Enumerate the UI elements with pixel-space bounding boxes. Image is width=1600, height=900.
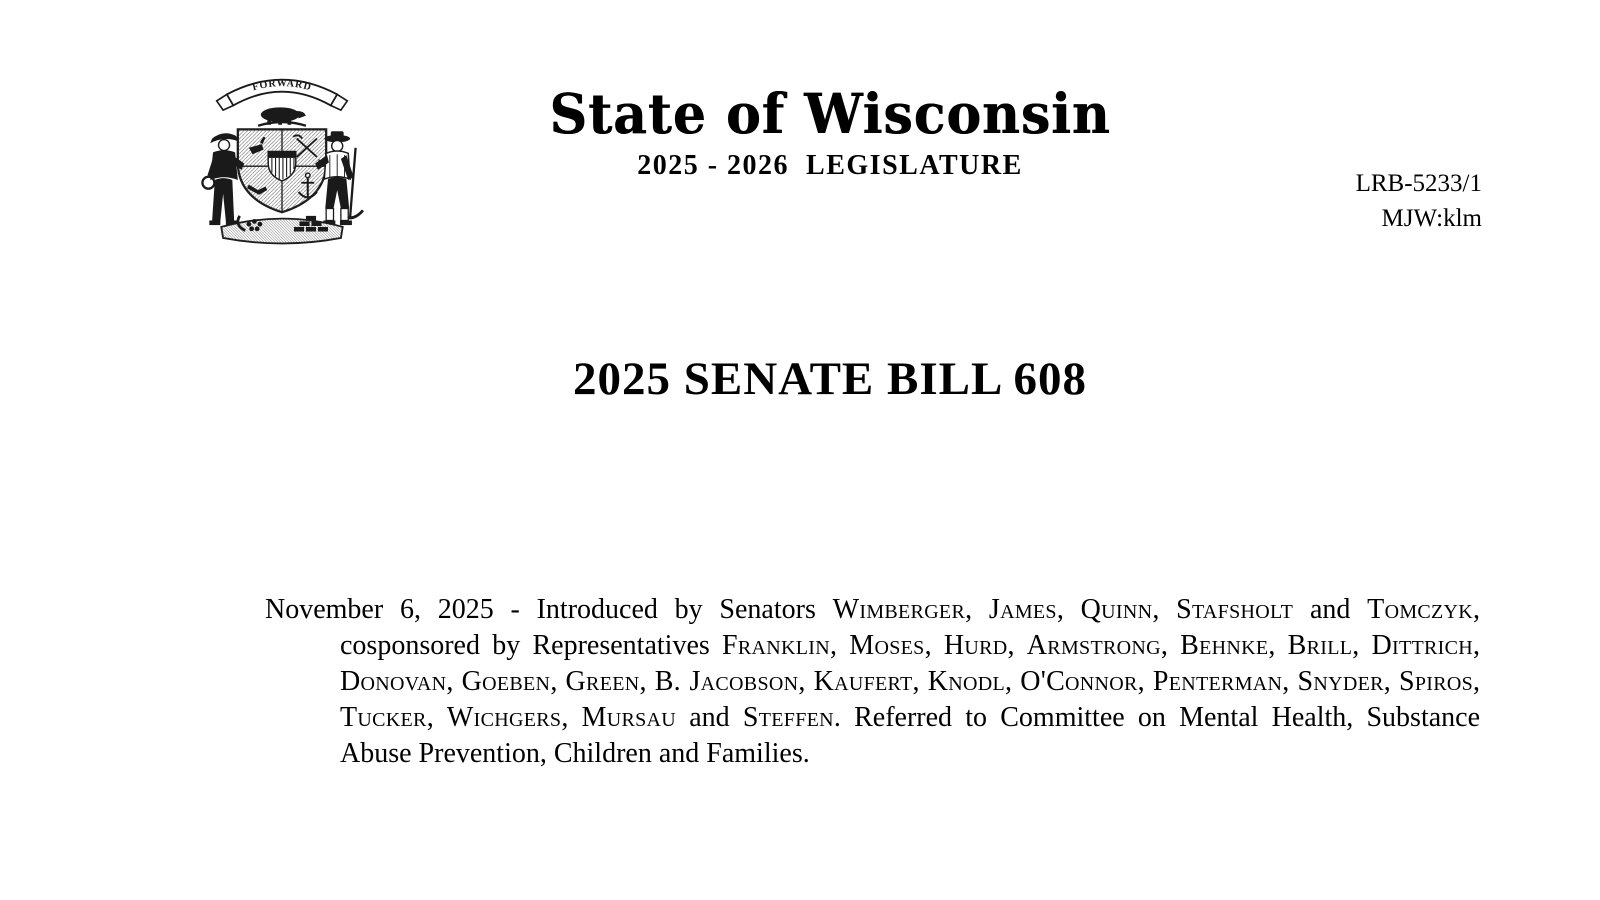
intro-text-segment: and	[1293, 594, 1368, 625]
intro-text-segment: ,	[965, 594, 989, 625]
intro-text-segment: ,	[639, 666, 655, 697]
crest-base	[221, 216, 342, 244]
state-title: State of Wisconsin	[549, 82, 1111, 147]
legislator-name: Wichgers	[446, 702, 562, 733]
intro-text-segment: ,	[1007, 630, 1027, 661]
lrb-number: LRB-5233/1	[1355, 170, 1482, 197]
legislator-name: Snyder	[1297, 666, 1384, 697]
legislator-name: James	[988, 594, 1057, 625]
intro-text-segment: ,	[1160, 630, 1181, 661]
intro-text-segment: ,	[1473, 666, 1481, 697]
intro-text-segment: ,	[830, 630, 850, 661]
introduction-paragraph	[265, 592, 1480, 772]
intro-text-segment: ,	[924, 630, 944, 661]
legislator-name: Brill	[1287, 630, 1353, 661]
intro-text-segment: ,	[1056, 594, 1081, 625]
intro-text-segment: , cosponsored by Representatives	[340, 594, 1481, 661]
lrb-reference-block	[1356, 166, 1482, 236]
intro-text-segment: and	[676, 702, 743, 733]
legislator-name: Steffen	[742, 702, 834, 733]
bill-title: 2025 SENATE BILL 608	[572, 353, 1088, 405]
legislator-name: Knodl	[927, 666, 1005, 697]
intro-text-segment: ,	[1383, 666, 1399, 697]
legislator-name: Quinn	[1080, 594, 1153, 625]
legislator-name: Hurd	[943, 630, 1008, 661]
legislator-name: Stafsholt	[1176, 594, 1294, 625]
legislator-name: Donovan	[340, 666, 447, 697]
document-header	[230, 82, 1430, 182]
legislator-name: Mursau	[581, 702, 677, 733]
legislator-name: Green	[565, 666, 640, 697]
legislator-name: Armstrong	[1026, 630, 1161, 661]
intro-text-segment: ,	[446, 666, 462, 697]
intro-text-segment: ,	[1152, 594, 1177, 625]
intro-text-segment: ,	[1473, 630, 1480, 661]
legislator-name: Behnke	[1180, 630, 1269, 661]
legislator-name: Wimberger	[832, 594, 966, 625]
intro-text-segment: ,	[1137, 666, 1153, 697]
intro-text-segment: ,	[426, 702, 447, 733]
legislature-session-line: 2025 - 2026 LEGISLATURE	[637, 150, 1023, 181]
drafter-code: MJW:klm	[1381, 205, 1482, 232]
legislator-name: Kaufert	[813, 666, 913, 697]
intro-text-segment: ,	[798, 666, 814, 697]
intro-text-segment: ,	[561, 702, 582, 733]
crest-banner-text: FORWARD	[251, 78, 313, 94]
legislator-name: Tomczyk	[1367, 594, 1474, 625]
intro-text-segment: . Referred to Committee on Mental Health, Substance Abuse Prevention, Children and Families.	[340, 702, 1481, 769]
intro-text-segment: ,	[1352, 630, 1372, 661]
legislator-name: Penterman	[1152, 666, 1283, 697]
intro-text-segment: ,	[1282, 666, 1298, 697]
intro-text-segment: ,	[1268, 630, 1288, 661]
intro-text-segment: ,	[912, 666, 928, 697]
legislator-name: Dittrich	[1371, 630, 1473, 661]
legislator-name: Spiros	[1398, 666, 1474, 697]
legislator-name: Tucker	[340, 702, 427, 733]
intro-text-segment: ,	[550, 666, 566, 697]
legislator-name: O'Connor	[1020, 666, 1138, 697]
legislator-name: Goeben	[461, 666, 551, 697]
intro-text-segment: November 6, 2025 - Introduced by Senators	[265, 594, 833, 625]
legislator-name: Franklin	[722, 630, 831, 661]
legislator-name: B. Jacobson	[654, 666, 799, 697]
legislator-name: Moses	[849, 630, 925, 661]
intro-text-segment: ,	[1004, 666, 1021, 697]
